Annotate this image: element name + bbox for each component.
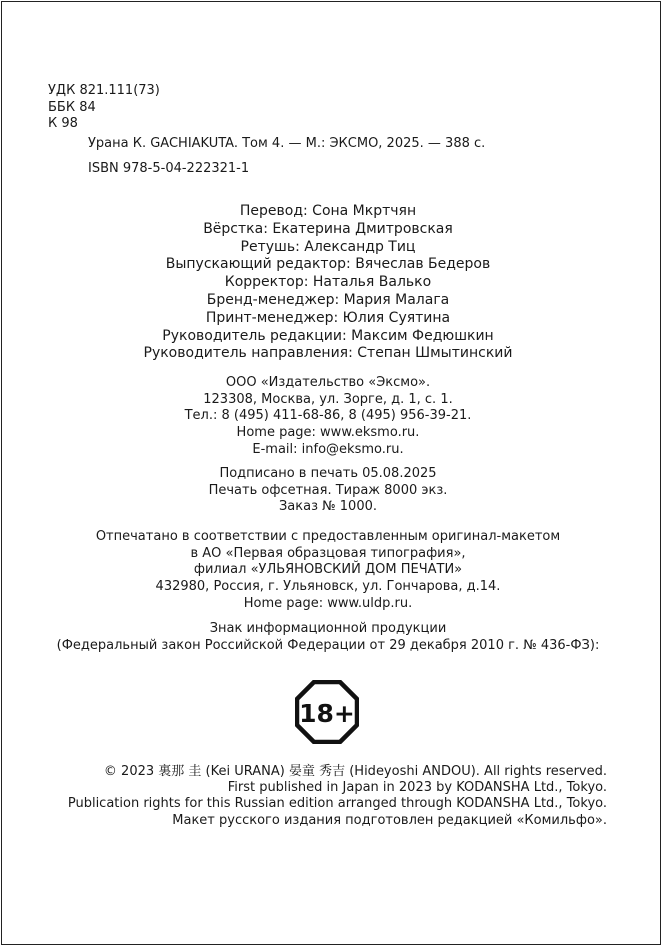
publisher-address: 123308, Москва, ул. Зорге, д. 1, с. 1. [203, 391, 453, 407]
printer-line: 432980, Россия, г. Ульяновск, ул. Гончарова, д.14. [155, 579, 501, 595]
print-run: Печать офсетная. Тираж 8000 экз. [208, 482, 448, 498]
copyright-line: © 2023 裏那 圭 (Kei URANA) 晏童 秀吉 (Hideyoshi ANDOU). All rights reserved. [103, 764, 607, 779]
author-mark: К 98 [48, 116, 78, 131]
credit-line: Принт-менеджер: Юлия Суятина [205, 309, 451, 326]
signed-to-print: Подписано в печать 05.08.2025 [219, 466, 437, 481]
printer-line: Home page: www.uldp.ru. [243, 595, 413, 611]
russian-edition-line: Макет русского издания подготовлен редакцией «Комильфо». [172, 812, 607, 828]
publisher-email: E-mail: info@eksmo.ru. [252, 441, 404, 457]
printer-block [0, 529, 656, 613]
copyright-block [68, 764, 607, 829]
publisher-homepage: Home page: www.eksmo.ru. [236, 425, 420, 441]
info-sign-title: Знак информационной продукции [209, 621, 447, 636]
bibliographic-codes [48, 83, 160, 133]
udk-code: УДК 821.111(73) [48, 83, 160, 98]
order-number: Заказ № 1000. [278, 499, 378, 515]
publisher-name: ООО «Издательство «Эксмо». [225, 375, 431, 390]
publisher-phone: Тел.: 8 (495) 411-68-86, 8 (495) 956-39-21. [184, 408, 472, 424]
publisher-block [0, 375, 656, 459]
printing-info-block [0, 466, 656, 516]
printer-line: филиал «УЛЬЯНОВСКИЙ ДОМ ПЕЧАТИ» [193, 562, 463, 578]
credit-line: Корректор: Наталья Валько [224, 274, 432, 291]
printer-line: Отпечатано в соответствии с предоставленным оригинал-макетом [95, 529, 561, 544]
credit-line: Руководитель редакции: Максим Федюшкин [162, 327, 494, 344]
age-rating-badge [295, 680, 359, 744]
isbn: ISBN 978-5-04-222321-1 [88, 161, 250, 176]
credit-line: Ретушь: Александр Тиц [240, 238, 416, 255]
publication-rights-line: Publication rights for this Russian edition arranged through KODANSHA Ltd., Tokyo. [67, 796, 607, 812]
info-sign-block [0, 621, 656, 654]
bbk-code: ББК 84 [48, 99, 96, 115]
bibliographic-citation: Урана К. GACHIAKUTA. Том 4. — М.: ЭКСМО, 2025. — 388 с. [88, 136, 486, 151]
credit-line: Выпускающий редактор: Вячеслав Бедеров [165, 256, 491, 273]
credits-block [0, 203, 656, 363]
info-sign-law: (Федеральный закон Российской Федерации от 29 декабря 2010 г. № 436-ФЗ): [56, 637, 600, 653]
credit-line: Бренд-менеджер: Мария Малага [206, 291, 450, 308]
first-published-line: First published in Japan in 2023 by KODANSHA Ltd., Tokyo. [227, 780, 607, 796]
credit-line: Перевод: Сона Мкртчян [239, 203, 417, 219]
credit-line: Вёрстка: Екатерина Дмитровская [203, 220, 453, 237]
credit-line: Руководитель направления: Степан Шмытинский [143, 345, 513, 362]
age-rating-label: 18+ [299, 699, 355, 728]
printer-line: в АО «Первая образцовая типография», [190, 545, 466, 561]
